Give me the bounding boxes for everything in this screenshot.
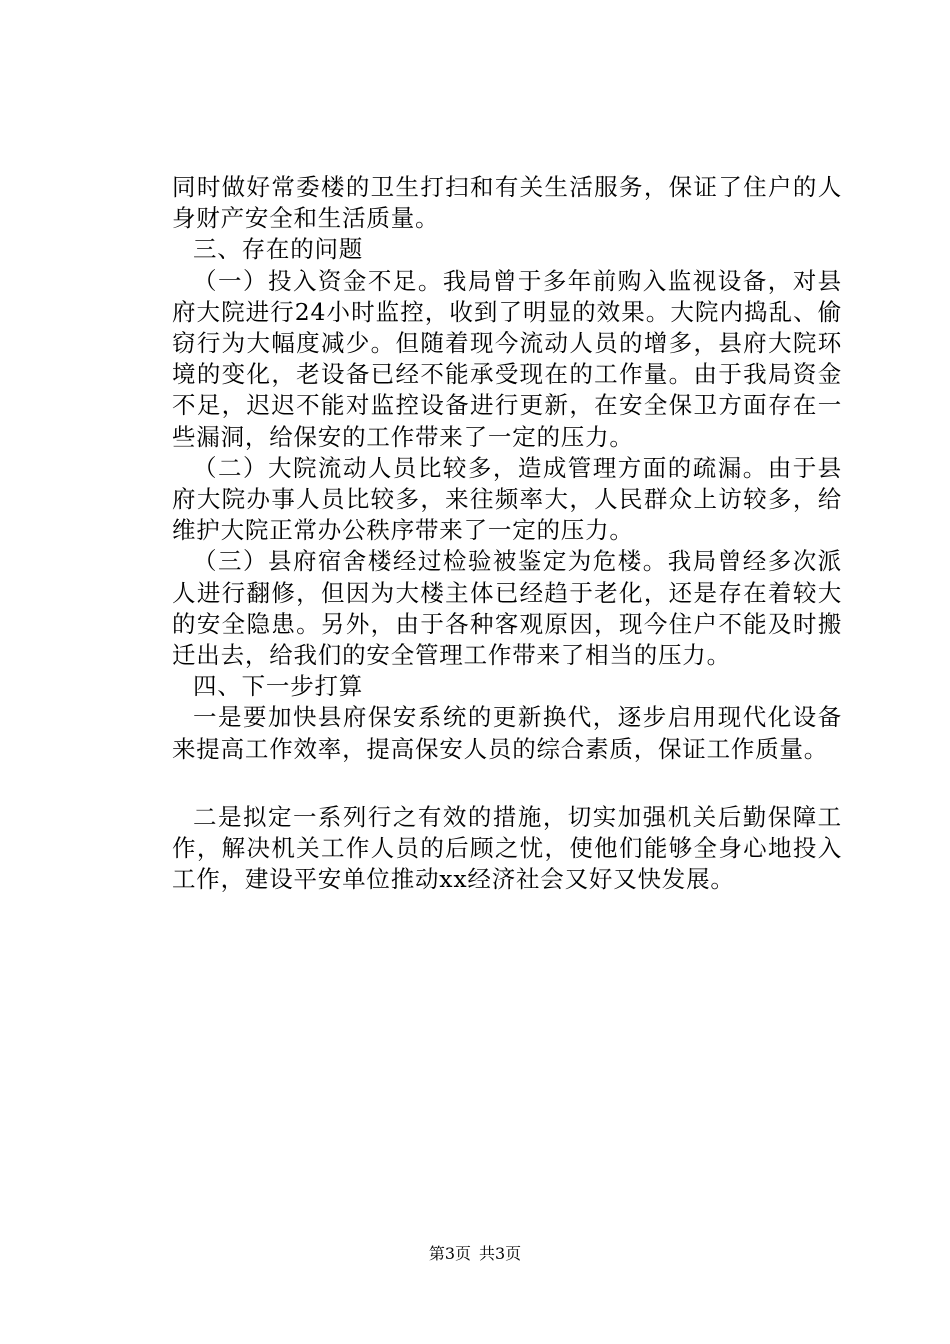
document-body (172, 172, 842, 895)
page-number-total: 共3页 (479, 1244, 522, 1263)
paragraph-security-service: 同时做好常委楼的卫生打扫和有关生活服务，保证了住户的人身财产安全和生活质量。 (172, 173, 842, 233)
paragraph-dormitory-danger: （三）县府宿舍楼经过检验被鉴定为危楼。我局曾经多次派人进行翻修，但因为大楼主体已经趋于老化，还是存在着较大的安全隐患。另外，由于各种客观原因，现今住户不能及时搬迁出去，给我们的安全管理工作带来了相当的压力。 (172, 547, 842, 670)
section-heading-problems: 三、存在的问题 (193, 235, 364, 264)
paragraph-insufficient-funds: （一）投入资金不足。我局曾于多年前购入监视设备，对县府大院进行24小时监控，收到了明显的效果。大院内捣乱、偷窃行为大幅度减少。但随着现今流动人员的增多，县府大院环境的变化，老设备已经不能承受现在的工作量。由于我局资金不足，迟迟不能对监控设备进行更新，在安全保卫方面存在一些漏洞，给保安的工作带来了一定的压力。 (172, 266, 842, 451)
paragraph-plan-one: 一是要加快县府保安系统的更新换代，逐步启用现代化设备来提高工作效率，提高保安人员的综合素质，保证工作质量。 (172, 703, 842, 763)
paragraph-plan-two: 二是拟定一系列行之有效的措施，切实加强机关后勤保障工作，解决机关工作人员的后顾之忧，使他们能够全身心地投入工作，建设平安单位推动xx经济社会又好又快发展。 (172, 802, 842, 894)
page-footer (0, 1244, 950, 1264)
paragraph-mobile-personnel: （二）大院流动人员比较多，造成管理方面的疏漏。由于县府大院办事人员比较多，来往频率大，人民群众上访较多，给维护大院正常办公秩序带来了一定的压力。 (172, 453, 842, 545)
paragraph-spacer (172, 765, 842, 802)
section-heading-next-steps: 四、下一步打算 (193, 672, 364, 701)
page-number-current: 第3页 (428, 1244, 471, 1263)
